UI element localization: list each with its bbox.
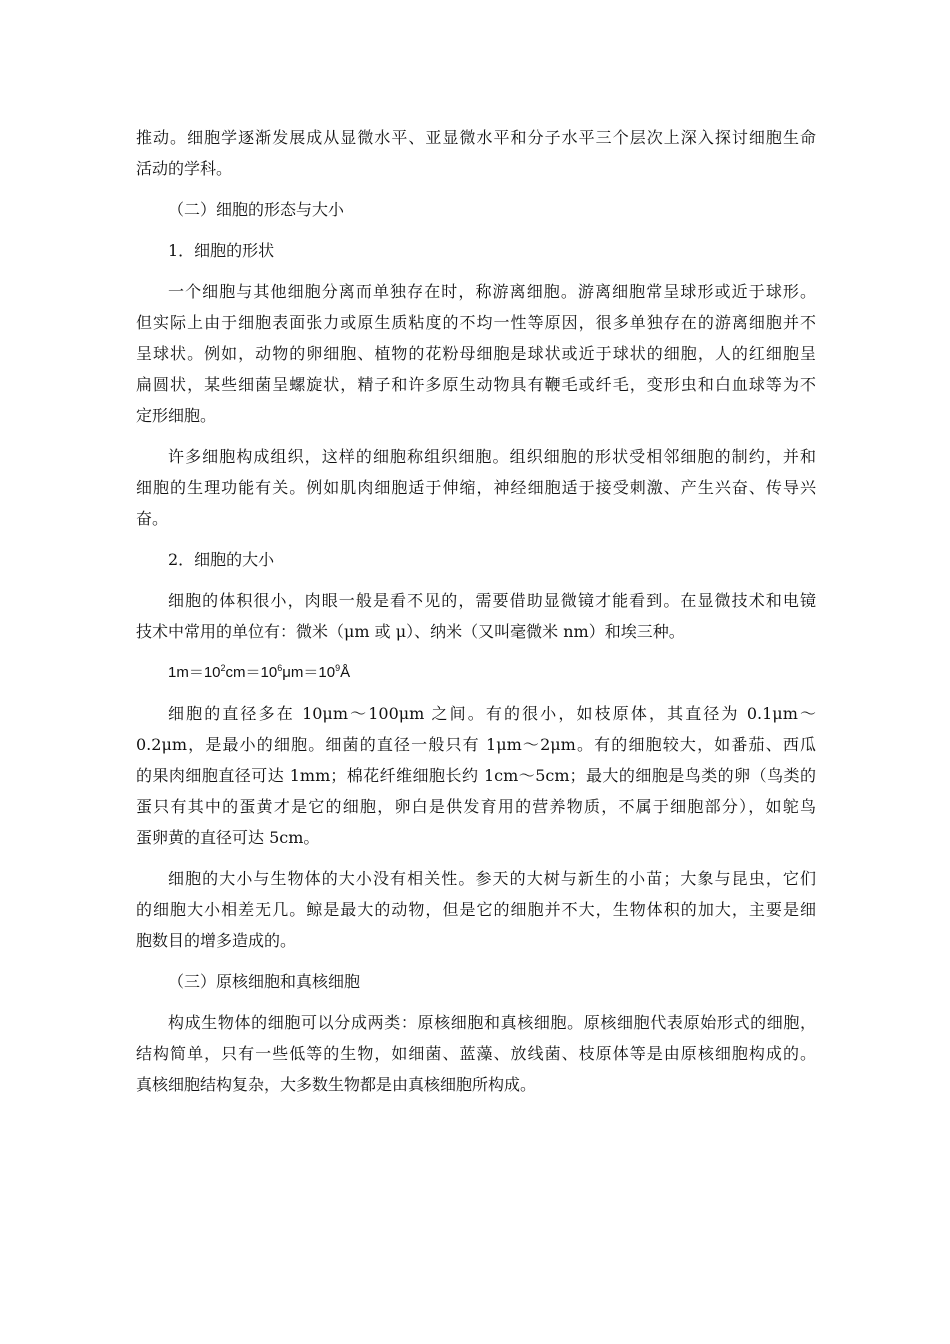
paragraph-line: 定形细胞。: [136, 406, 217, 425]
paragraph-line: 活动的学科。: [136, 159, 233, 178]
paragraph-line: 许多细胞构成组织，这样的细胞称组织细胞。组织细胞的形状受相邻细胞的制约，并和: [168, 447, 816, 466]
paragraph-line: 细胞的直径多在 10μm～100μm 之间。有的很小，如枝原体，其直径为 0.1μm～: [168, 704, 816, 723]
paragraph-line: 推动。细胞学逐渐发展成从显微水平、亚显微水平和分子水平三个层次上深入探讨细胞生命: [136, 128, 816, 147]
paragraph-line: 奋。: [136, 509, 169, 528]
paragraph-line: 细胞的大小与生物体的大小没有相关性。参天的大树与新生的小苗；大象与昆虫，它们: [168, 869, 816, 888]
paragraph-line: 蛋卵黄的直径可达 5cm。: [136, 828, 320, 847]
paragraph-line: 细胞的体积很小，肉眼一般是看不见的，需要借助显微镜才能看到。在显微技术和电镜: [168, 591, 816, 610]
section-heading: （三）原核细胞和真核细胞: [168, 972, 361, 991]
formula-part: cm＝10: [225, 664, 278, 681]
paragraph-line: 的细胞大小相差无几。鲸是最大的动物，但是它的细胞并不大，生物体积的加大，主要是细: [136, 900, 816, 919]
paragraph-line: 蛋只有其中的蛋黄才是它的细胞，卵白是供发育用的营养物质，不属于细胞部分），如鸵鸟: [136, 797, 816, 816]
paragraph-line: 0.2μm，是最小的细胞。细菌的直径一般只有 1μm～2μm。有的细胞较大，如番茄、西瓜: [136, 735, 816, 754]
paragraph-line: 结构简单，只有一些低等的生物，如细菌、蓝藻、放线菌、枝原体等是由原核细胞构成的。: [136, 1044, 816, 1063]
section-heading: （二）细胞的形态与大小: [168, 200, 345, 219]
paragraph-line: 真核细胞结构复杂，大多数生物都是由真核细胞所构成。: [136, 1075, 537, 1094]
unit-formula: [136, 657, 816, 688]
paragraph-line: 构成生物体的细胞可以分成两类：原核细胞和真核细胞。原核细胞代表原始形式的细胞，: [168, 1013, 816, 1032]
document-page: [136, 122, 816, 1100]
subsection-heading: 2．细胞的大小: [168, 550, 275, 569]
paragraph-line: 扁圆状，某些细菌呈螺旋状，精子和许多原生动物具有鞭毛或纤毛，变形虫和白血球等为不: [136, 375, 816, 394]
paragraph-line: 的果肉细胞直径可达 1mm；棉花纤维细胞长约 1cm～5cm；最大的细胞是鸟类的卵（鸟类的: [136, 766, 816, 785]
paragraph-line: 细胞的生理功能有关。例如肌肉细胞适于伸缩，神经细胞适于接受刺激、产生兴奋、传导兴: [136, 478, 816, 497]
formula-part: μm＝10: [282, 664, 336, 681]
paragraph-line: 但实际上由于细胞表面张力或原生质粘度的不均一性等原因，很多单独存在的游离细胞并不: [136, 313, 816, 332]
paragraph-line: 一个细胞与其他细胞分离而单独存在时，称游离细胞。游离细胞常呈球形或近于球形。: [168, 282, 816, 301]
paragraph-line: 呈球状。例如，动物的卵细胞、植物的花粉母细胞是球状或近于球状的细胞，人的红细胞呈: [136, 344, 816, 363]
formula-part: Å: [340, 664, 351, 681]
subsection-heading: 1．细胞的形状: [168, 241, 275, 260]
formula-part: 1m＝10: [168, 664, 221, 681]
formula-exponent: 6: [277, 663, 283, 673]
formula-exponent: 2: [220, 663, 226, 673]
paragraph-line: 技术中常用的单位有：微米（μm 或 μ）、纳米（又叫毫微米 nm）和埃三种。: [136, 622, 685, 641]
paragraph-line: 胞数目的增多造成的。: [136, 931, 297, 950]
formula-exponent: 9: [335, 663, 341, 673]
